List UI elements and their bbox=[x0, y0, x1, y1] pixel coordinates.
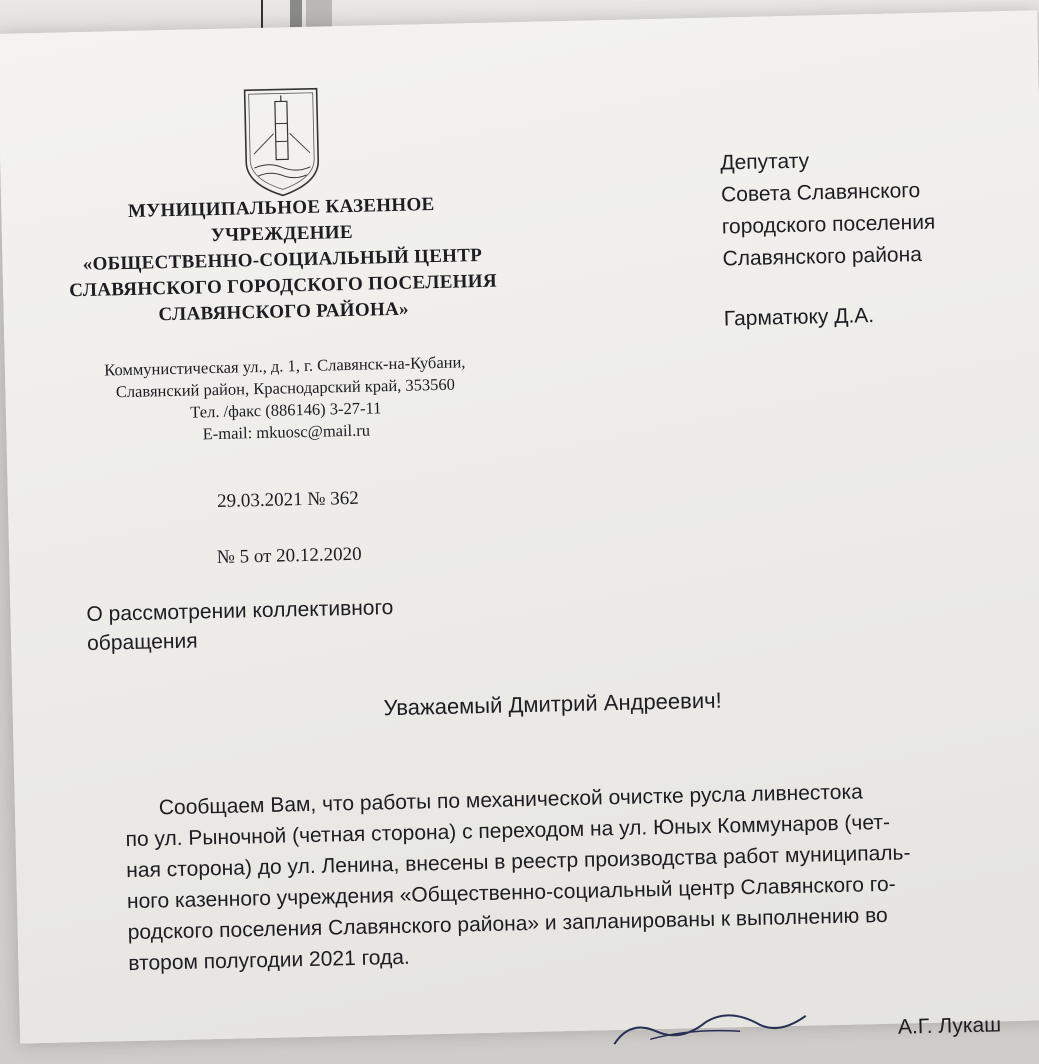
document-date-number: 29.03.2021 № 362 bbox=[48, 484, 528, 517]
recipient-name: Гарматюку Д.А. bbox=[724, 297, 1025, 336]
letter-page bbox=[0, 10, 1039, 1043]
organization-name bbox=[41, 190, 524, 331]
letter-subject bbox=[86, 590, 527, 658]
signer-name: А.Г. Лукаш bbox=[898, 1013, 1002, 1039]
body-line: родского поселения Славянского района» и запланированы к выполнению во bbox=[127, 897, 1025, 948]
org-name-line: УЧРЕЖДЕНИЕ bbox=[42, 216, 522, 253]
org-name-line: «ОБЩЕСТВЕННО-СОЦИАЛЬНЫЙ ЦЕНТР bbox=[42, 242, 522, 279]
organization-address bbox=[45, 350, 527, 449]
address-line: Коммунистическая ул., д. 1, г. Славянск-на-Кубани, bbox=[45, 350, 525, 383]
org-name-line: СЛАВЯНСКОГО РАЙОНА» bbox=[43, 294, 523, 331]
document-reference: № 5 от 20.12.2020 bbox=[49, 540, 529, 573]
recipient-line: Славянского района bbox=[722, 237, 1023, 276]
letter-body bbox=[125, 773, 1027, 979]
body-line: ная сторона) до ул. Ленина, внесены в реестр производства работ муниципаль- bbox=[126, 835, 1024, 886]
email-line: E-mail: mkuosc@mail.ru bbox=[46, 416, 526, 449]
body-line: по ул. Рыночной (четная сторона) с переходом на ул. Юных Коммунаров (чет- bbox=[125, 804, 1023, 855]
recipient-line: Совета Славянского bbox=[721, 173, 1022, 212]
body-line: ного казенного учреждения «Общественно-социальный центр Славянского го- bbox=[127, 866, 1025, 917]
body-line: Сообщаем Вам, что работы по механической очистке русла ливнестока bbox=[125, 773, 1023, 824]
subject-line: обращения bbox=[87, 619, 528, 658]
subject-line: О рассмотрении коллективного bbox=[86, 590, 527, 629]
coat-of-arms-icon bbox=[238, 83, 325, 200]
recipient-line: городского поселения bbox=[721, 205, 1022, 244]
org-name-line: МУНИЦИПАЛЬНОЕ КАЗЕННОЕ bbox=[41, 190, 521, 227]
phone-line: Тел. /факс (886146) 3-27-11 bbox=[46, 394, 526, 427]
signature-icon bbox=[610, 1006, 811, 1051]
org-name-line: СЛАВЯНСКОГО ГОРОДСКОГО ПОСЕЛЕНИЯ bbox=[43, 268, 523, 305]
address-line: Славянский район, Краснодарский край, 353560 bbox=[45, 372, 525, 405]
recipient-line: Депутату bbox=[720, 141, 1021, 180]
body-line: втором полугодии 2021 года. bbox=[128, 928, 1026, 979]
recipient-block bbox=[720, 141, 1024, 336]
letter-greeting: Уважаемый Дмитрий Андреевич! bbox=[252, 685, 852, 725]
